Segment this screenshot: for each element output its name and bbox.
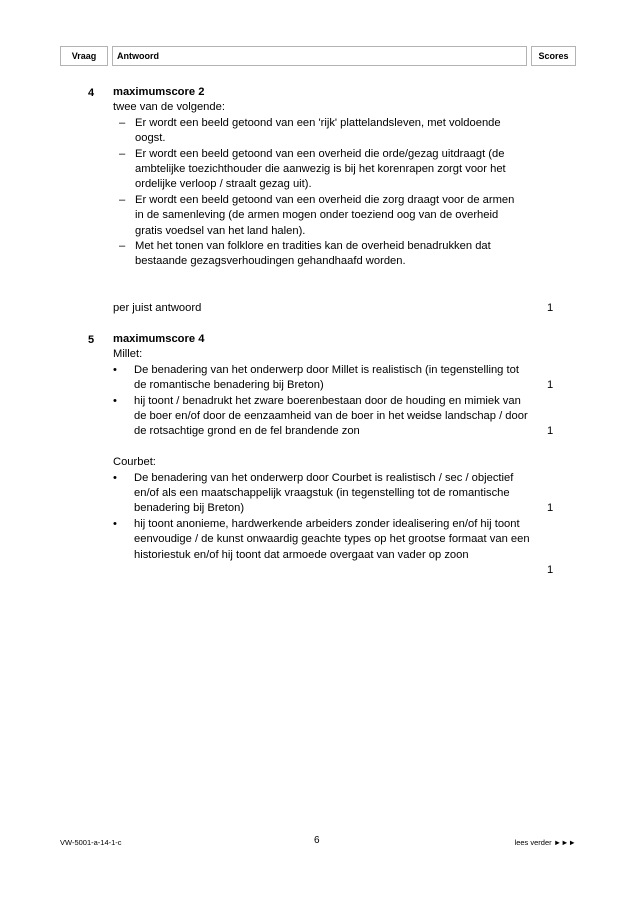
question-5-number: 5	[88, 334, 95, 346]
list-item: • De benadering van het onderwerp door Courbet is realistisch / sec / objectief en/of als een maatschappelijk vraagstuk (in tegenstelling tot de romantische benadering bij Breton)	[113, 471, 533, 517]
question-5-maxscore: maximumscore 4	[113, 333, 205, 345]
header-antwoord: Antwoord	[112, 46, 527, 66]
courbet-score-2: 1	[547, 564, 554, 576]
footer-continue: lees verder ►►►	[514, 838, 576, 847]
millet-score-2: 1	[547, 425, 554, 437]
page-number: 6	[314, 835, 320, 846]
question-4-block	[113, 85, 525, 270]
courbet-list	[113, 471, 533, 563]
question-4-per-answer: per juist antwoord	[113, 302, 202, 314]
list-item: – Er wordt een beeld getoond van een 'rijk' plattelandsleven, met voldoende oogst.	[113, 116, 525, 147]
list-item: • De benadering van het onderwerp door Millet is realistisch (in tegenstelling tot de romantische benadering bij Breton)	[113, 363, 533, 394]
courbet-label: Courbet:	[113, 456, 156, 469]
millet-score-1: 1	[547, 379, 554, 391]
list-item: – Met het tonen van folklore en tradities kan de overheid benadrukken dat bestaande gezagsverhoudingen gehandhaafd worden.	[113, 239, 525, 270]
footer-code: VW-5001-a-14-1-c	[60, 838, 122, 847]
question-5-block	[113, 332, 533, 563]
courbet-score-1: 1	[547, 502, 554, 514]
question-4-intro: twee van de volgende:	[113, 101, 225, 114]
question-4-maxscore: maximumscore 2	[113, 86, 205, 98]
question-4-list	[113, 116, 525, 270]
header-scores: Scores	[531, 46, 576, 66]
header-vraag: Vraag	[60, 46, 108, 66]
list-item: – Er wordt een beeld getoond van een overheid die orde/gezag uitdraagt (de ambtelijke toezichthouder die aanwezig is bij het korenrapen zorgt voor het ordelijke verloop / straalt gezag uit).	[113, 147, 525, 193]
list-item: • hij toont anonieme, hardwerkende arbeiders zonder idealisering en/of hij toont eenvoudige / de kunst onwaardig geachte types op het grootse formaat van een historiestuk en/of hij toont dat armoede overgaat van vader op zoon	[113, 517, 533, 563]
question-4-number: 4	[88, 87, 95, 99]
millet-list	[113, 363, 533, 440]
list-item: – Er wordt een beeld getoond van een overheid die zorg draagt voor de armen in de samenleving (de armen mogen onder toeziend oog van de overheid gratis voedsel van het land halen).	[113, 193, 525, 239]
millet-label: Millet:	[113, 348, 143, 361]
list-item: • hij toont / benadrukt het zware boerenbestaan door de houding en mimiek van de boer en/of door de eenzaamheid van de boer in het weidse landschap / door de rotsachtige grond en de fel brandende zon	[113, 394, 533, 440]
question-4-score: 1	[547, 302, 554, 314]
